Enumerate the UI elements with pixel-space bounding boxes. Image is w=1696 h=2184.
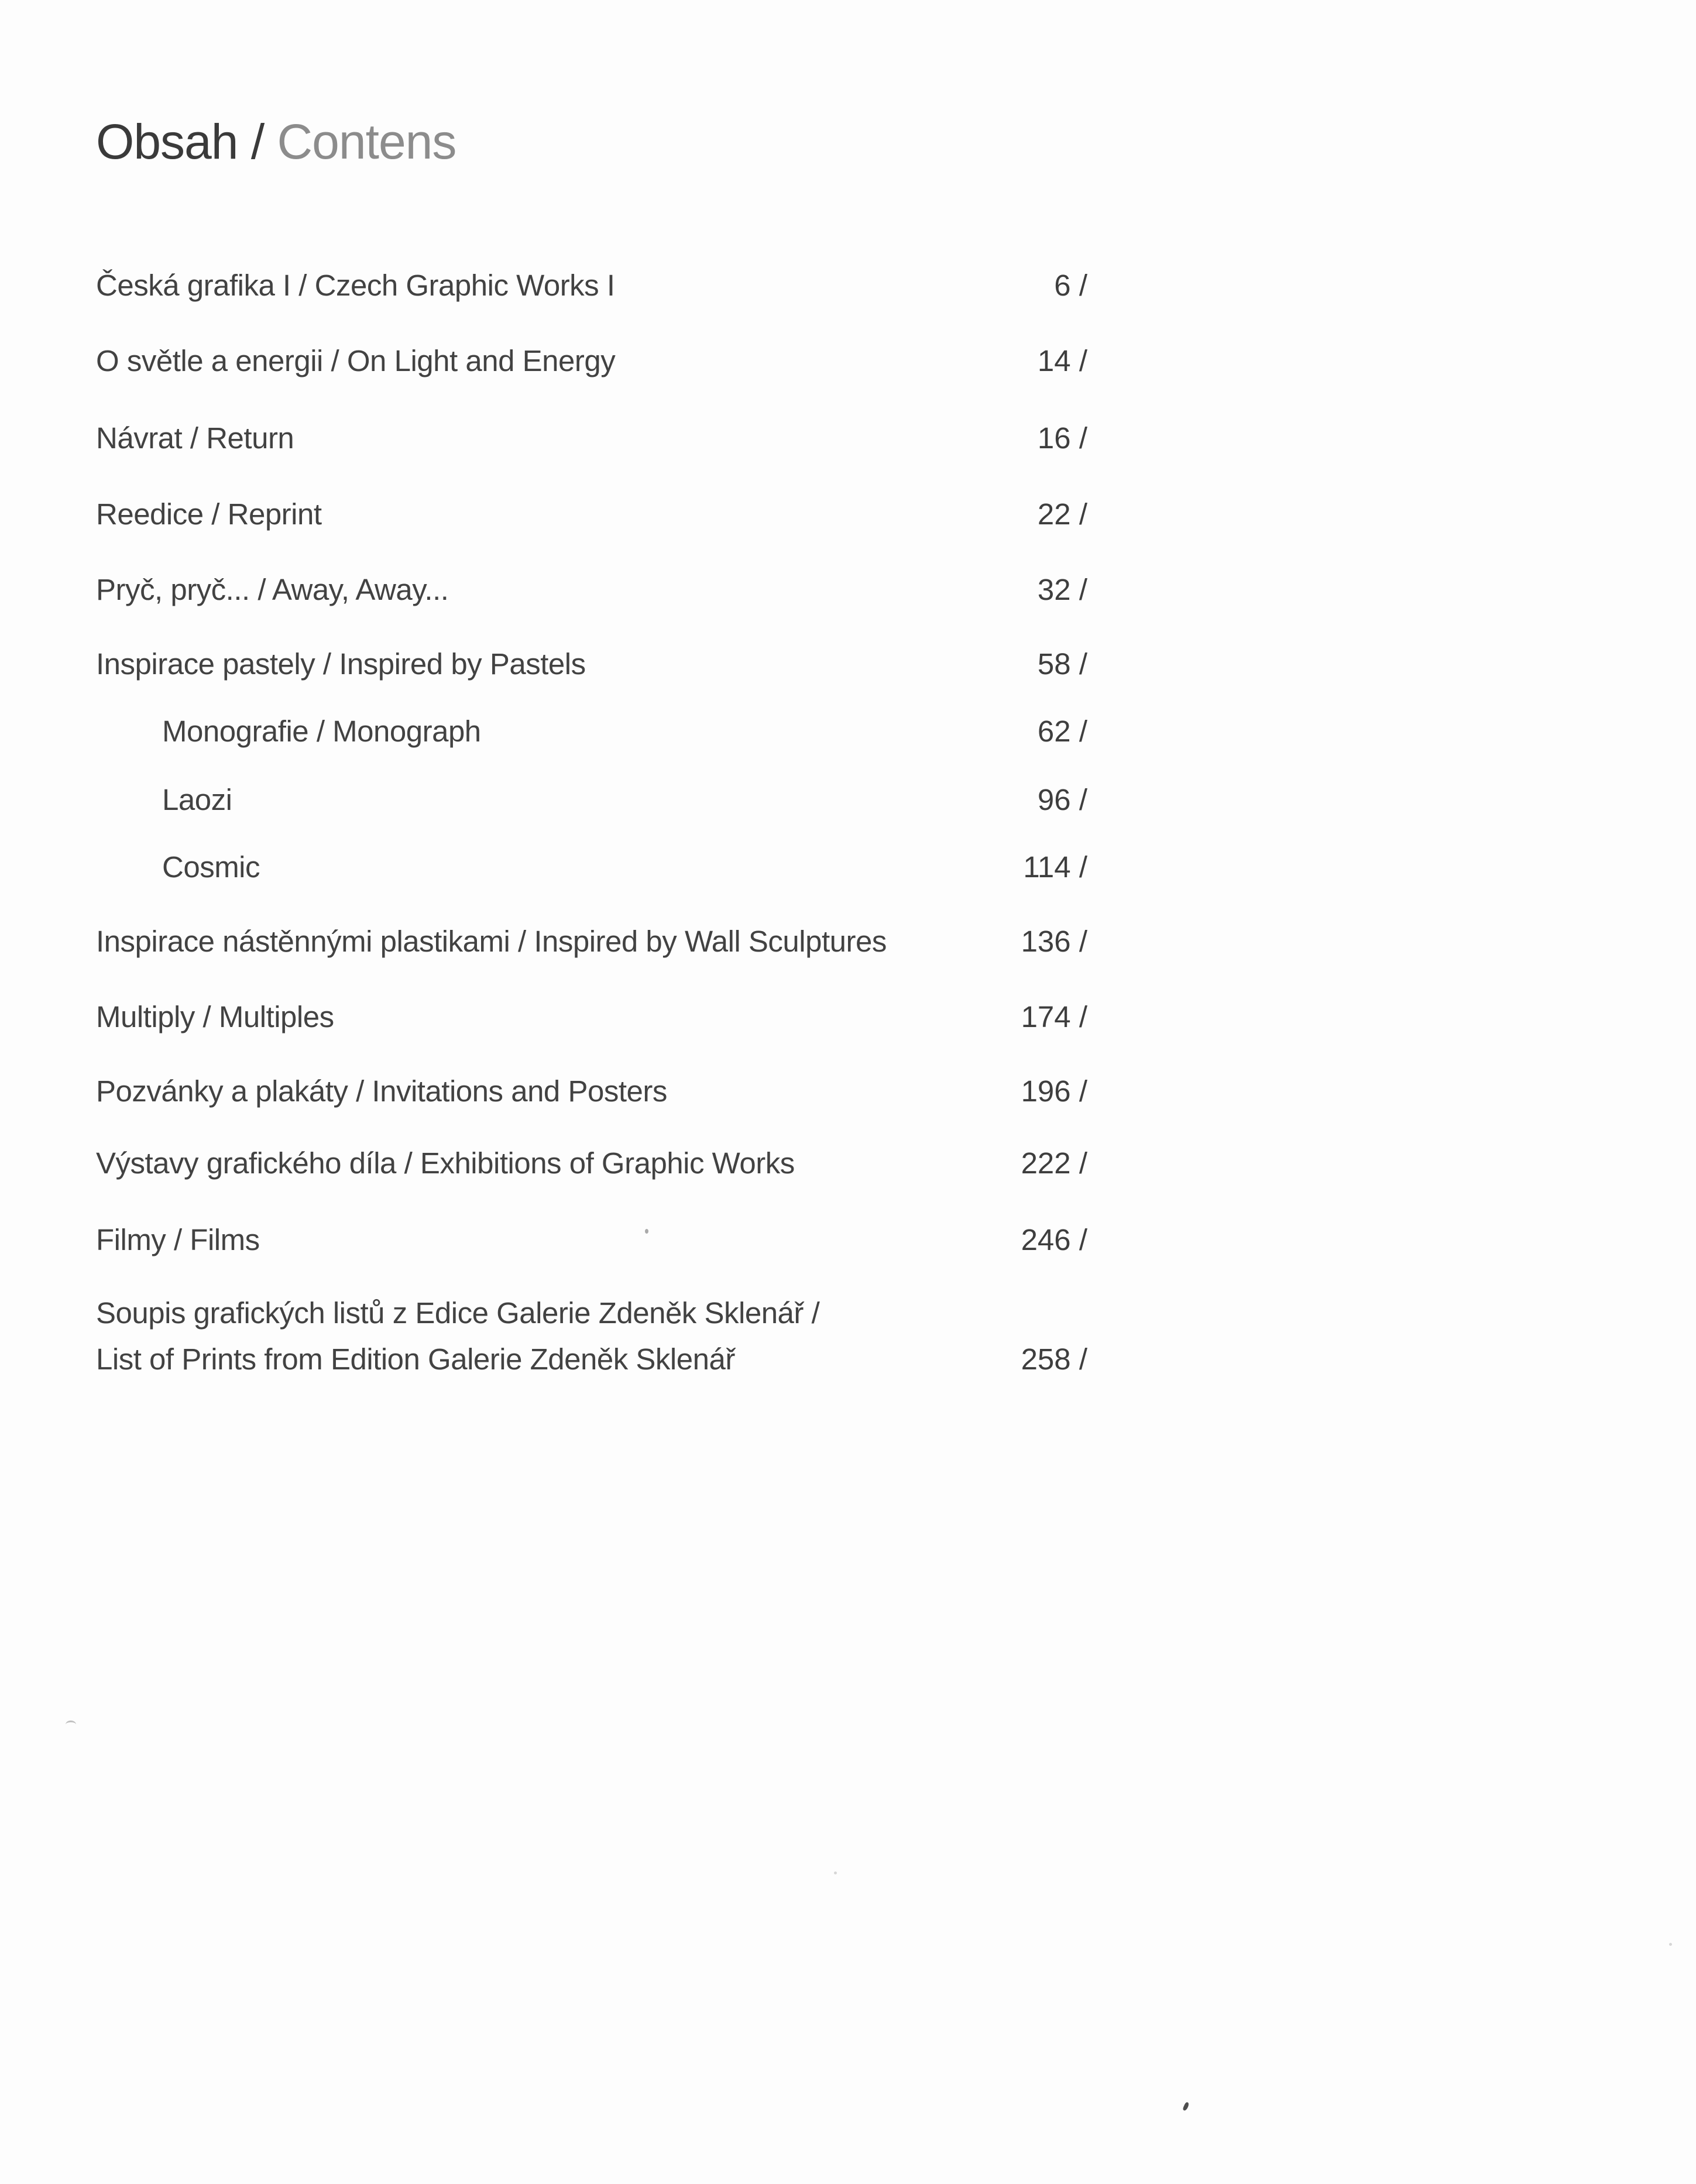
toc-entry-page: 258 /	[1021, 1342, 1087, 1376]
toc-entry-page: 58 /	[1037, 647, 1087, 681]
toc-entry-page: 22 /	[1037, 497, 1087, 531]
toc-entry-label: Výstavy grafického díla / Exhibitions of Graphic Works	[96, 1146, 795, 1180]
toc-entry-label: Soupis grafických listů z Edice Galerie Zdeněk Sklenář /	[96, 1296, 820, 1330]
toc-entry	[96, 270, 1087, 300]
toc-entry	[96, 926, 1087, 956]
toc-entry-page: 196 /	[1021, 1074, 1087, 1108]
toc-entry-page: 96 /	[1037, 783, 1087, 816]
toc-entry-label: Inspirace pastely / Inspired by Pastels	[96, 647, 586, 681]
toc-entry-page: 6 /	[1054, 269, 1087, 302]
toc-entry-label: Inspirace nástěnnými plastikami / Inspired by Wall Sculptures	[96, 925, 887, 958]
scan-speck	[834, 1871, 837, 1874]
toc-entry-page: 114 /	[1023, 850, 1087, 884]
toc-entry-label: Laozi	[162, 783, 232, 816]
toc-entry	[96, 346, 1087, 376]
toc-entry	[96, 575, 1087, 605]
toc-entry-label: Multiply / Multiples	[96, 1000, 334, 1033]
toc-entry	[96, 1002, 1087, 1032]
toc-entry	[96, 1225, 1087, 1255]
toc-entry-label: Česká grafika I / Czech Graphic Works I	[96, 269, 615, 302]
toc-entry	[96, 852, 1087, 882]
toc-entry-page: 174 /	[1021, 1000, 1087, 1033]
page-title-english: Contens	[277, 114, 456, 169]
toc-entry	[96, 716, 1087, 746]
toc-entry	[96, 499, 1087, 529]
toc-entry-page: 16 /	[1037, 421, 1087, 455]
toc-entry-label: Pozvánky a plakáty / Invitations and Posters	[96, 1074, 667, 1108]
toc-entry	[96, 649, 1087, 679]
scan-speck	[1182, 2101, 1189, 2111]
toc-entry	[96, 785, 1087, 815]
toc-entry-page: 222 /	[1021, 1146, 1087, 1180]
page-title-czech: Obsah /	[96, 114, 277, 169]
toc-entry	[96, 423, 1087, 453]
toc-entry	[96, 1344, 1087, 1374]
toc-entry	[96, 1148, 1087, 1178]
toc-entry	[96, 1076, 1087, 1106]
toc-entry-label: Cosmic	[162, 850, 260, 884]
toc-entry-page: 246 /	[1021, 1223, 1087, 1256]
toc-entry-label: List of Prints from Edition Galerie Zdeněk Sklenář	[96, 1342, 735, 1376]
toc-entry-label: Filmy / Films	[96, 1223, 260, 1256]
scan-speck	[1669, 1943, 1672, 1946]
toc-entry-label: Pryč, pryč... / Away, Away...	[96, 573, 449, 606]
toc-entry-label: Reedice / Reprint	[96, 497, 322, 531]
toc-entry-label: Monografie / Monograph	[162, 715, 481, 748]
toc-entry-page: 62 /	[1037, 715, 1087, 748]
toc-entry-page: 14 /	[1037, 344, 1087, 377]
toc-entry	[96, 1298, 1087, 1328]
toc-entry-page: 136 /	[1021, 925, 1087, 958]
toc-entry-page: 32 /	[1037, 573, 1087, 606]
scan-speck	[66, 1721, 76, 1729]
toc-entry-label: Návrat / Return	[96, 421, 294, 455]
page-title	[96, 114, 456, 169]
toc-entry-label: O světle a energii / On Light and Energy	[96, 344, 616, 377]
